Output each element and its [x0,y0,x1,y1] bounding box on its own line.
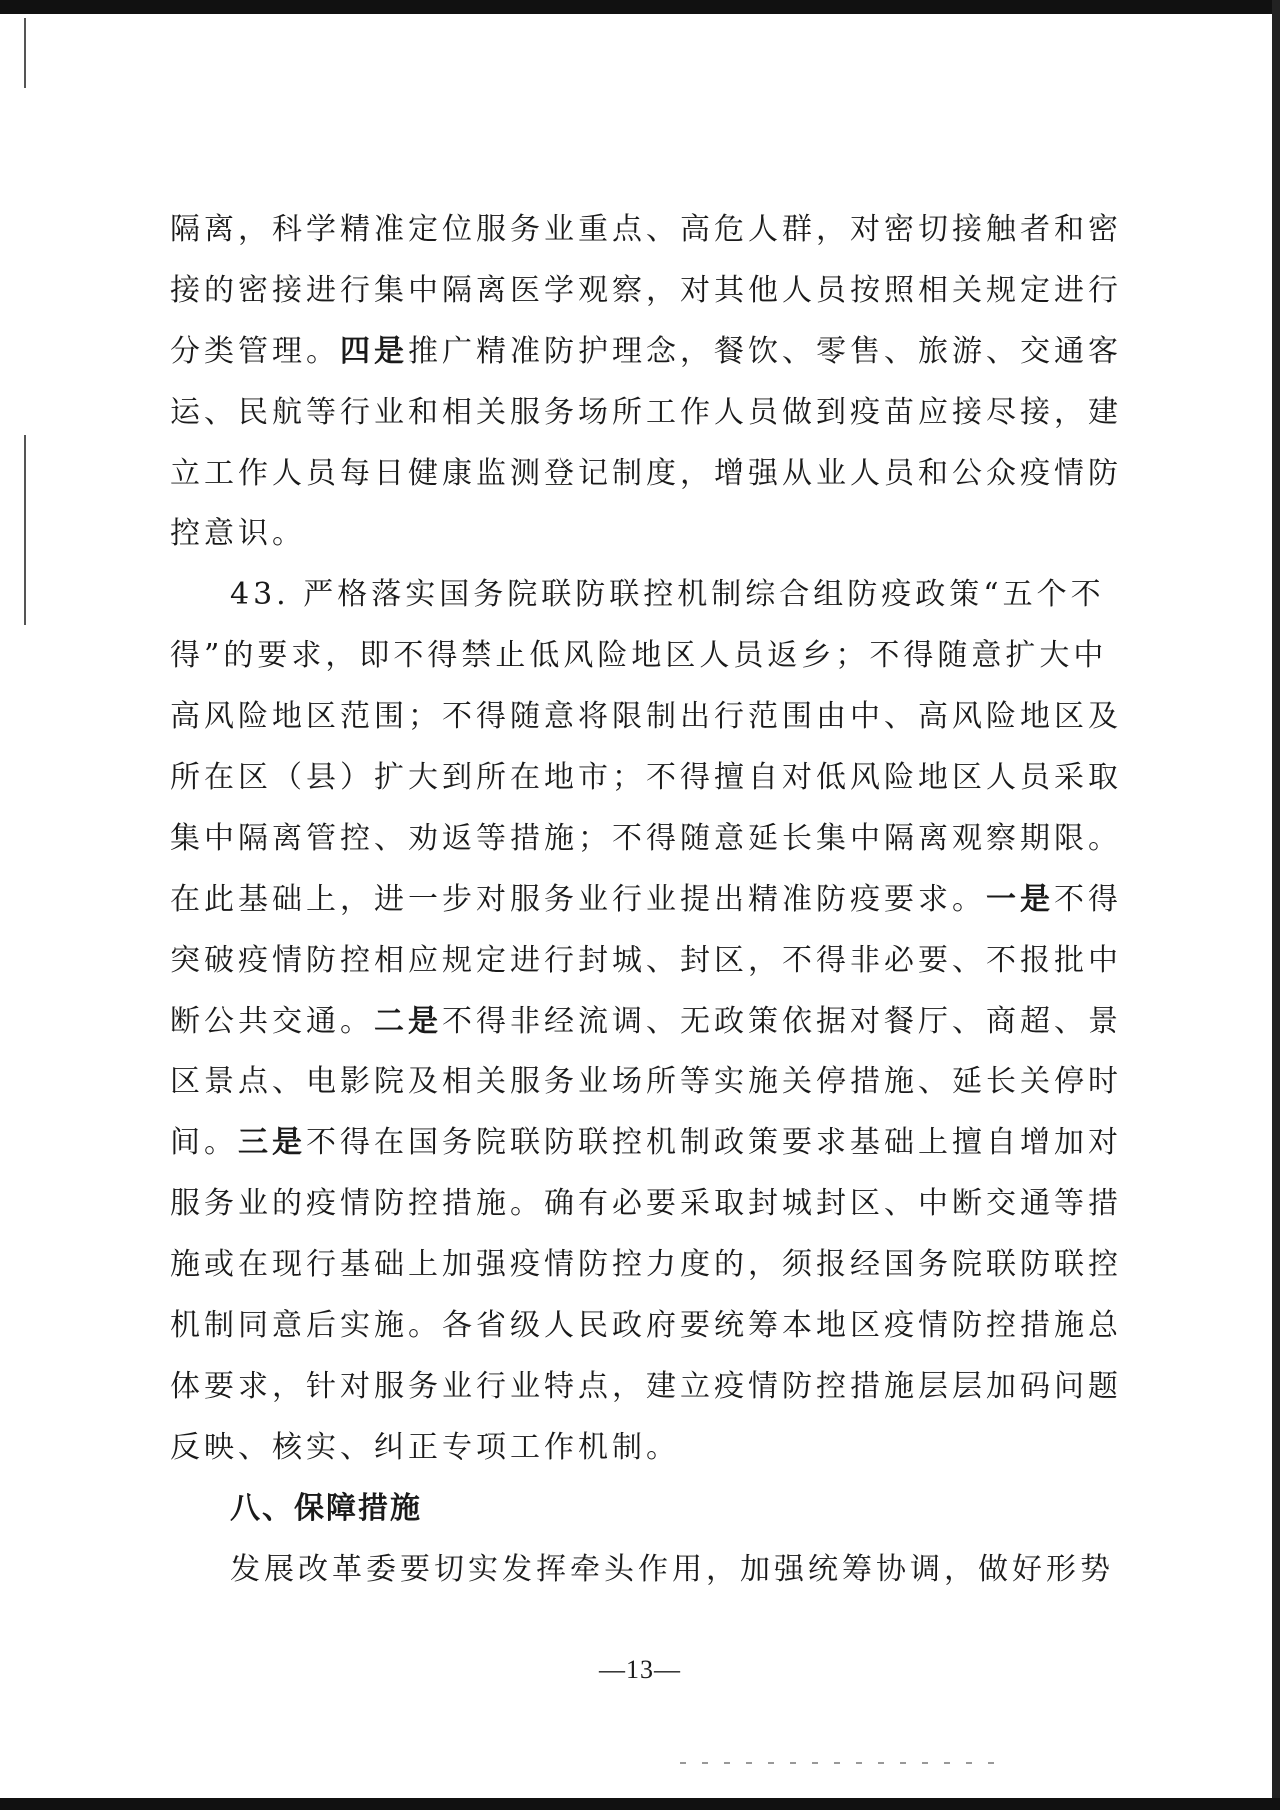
text-segment: 推广精准防护理念，餐饮、零售、旅游、交通客 [408,333,1122,369]
text-line [170,261,1122,322]
text-line [170,626,1108,687]
text-segment: 机制同意后实施。各省级人民政府要统筹本地区疫情防控措施总 [170,1308,1122,1344]
text-line [170,1296,1122,1357]
text-line [170,1113,1122,1174]
text-segment: 施或在现行基础上加强疫情防控力度的，须报经国务院联防联控 [170,1247,1122,1283]
text-segment: 高风险地区范围；不得随意将限制出行范围由中、高风险地区及 [170,699,1122,735]
text-line [170,1052,1122,1113]
text-segment: 立工作人员每日健康监测登记制度，增强从业人员和公众疫情防 [170,455,1122,491]
section-heading [170,1479,1100,1540]
bold-keyword: 一是 [986,881,1054,917]
text-line [170,1540,1114,1601]
text-segment: 在此基础上，进一步对服务业行业提出精准防疫要求。 [170,881,986,917]
text-segment: 得”的要求，即不得禁止低风险地区人员返乡；不得随意扩大中 [170,638,1108,674]
text-segment: 反映、核实、纠正专项工作机制。 [170,1429,680,1465]
text-line [170,322,1122,383]
text-segment: 区景点、电影院及相关服务业场所等实施关停措施、延长关停时 [170,1064,1122,1100]
text-line [170,1418,1100,1479]
text-segment: 控意识。 [170,516,306,552]
text-line [170,870,1122,931]
text-segment: 发展改革委要切实发挥牵头作用，加强统筹协调，做好形势 [230,1551,1114,1587]
text-line [170,504,1100,565]
scan-right-border [1272,0,1280,1810]
text-segment: 断公共交通。 [170,1003,374,1039]
scan-artifact-line [24,18,26,88]
scan-bottom-border [0,1798,1280,1810]
page-number: —13— [599,1655,681,1684]
text-segment: 突破疫情防控相应规定进行封城、封区，不得非必要、不报批中 [170,942,1122,978]
document-body [170,200,1122,1600]
text-line [170,1174,1122,1235]
scan-artifact-dots [680,1762,1010,1764]
text-line [170,992,1122,1053]
bold-keyword: 三是 [238,1125,306,1161]
bold-keyword: 二是 [374,1003,442,1039]
text-segment: 体要求，针对服务业行业特点，建立疫情防控措施层层加码问题 [170,1368,1122,1404]
text-line [170,444,1122,505]
text-segment: 接的密接进行集中隔离医学观察，对其他人员按照相关规定进行 [170,272,1122,308]
text-line [170,1357,1122,1418]
text-segment: 八、保障措施 [230,1490,422,1526]
text-line [170,809,1122,870]
scan-artifact-line [24,435,26,625]
text-line [170,200,1122,261]
text-line [170,1235,1122,1296]
text-segment: 服务业的疫情防控措施。确有必要采取封城封区、中断交通等措 [170,1186,1122,1222]
text-segment: 分类管理。 [170,333,340,369]
text-segment: 隔离，科学精准定位服务业重点、高危人群，对密切接触者和密 [170,212,1122,247]
text-line [170,931,1122,992]
text-segment: 运、民航等行业和相关服务场所工作人员做到疫苗应接尽接，建 [170,394,1122,430]
text-line [170,748,1122,809]
text-segment: 不得 [1054,881,1122,917]
text-segment: 间。 [170,1125,238,1161]
text-line [170,687,1122,748]
text-line [170,565,1105,626]
text-segment: 43. 严格落实国务院联防联控机制综合组防疫政策“五个不 [230,577,1105,613]
text-segment: 集中隔离管控、劝返等措施；不得随意延长集中隔离观察期限。 [170,820,1122,856]
text-line [170,383,1122,444]
bold-keyword: 四是 [340,333,408,369]
text-segment: 不得在国务院联防联控机制政策要求基础上擅自增加对 [306,1125,1122,1161]
scan-top-border [0,0,1280,14]
text-segment: 所在区（县）扩大到所在地市；不得擅自对低风险地区人员采取 [170,760,1122,796]
text-segment: 不得非经流调、无政策依据对餐厅、商超、景 [442,1003,1122,1039]
